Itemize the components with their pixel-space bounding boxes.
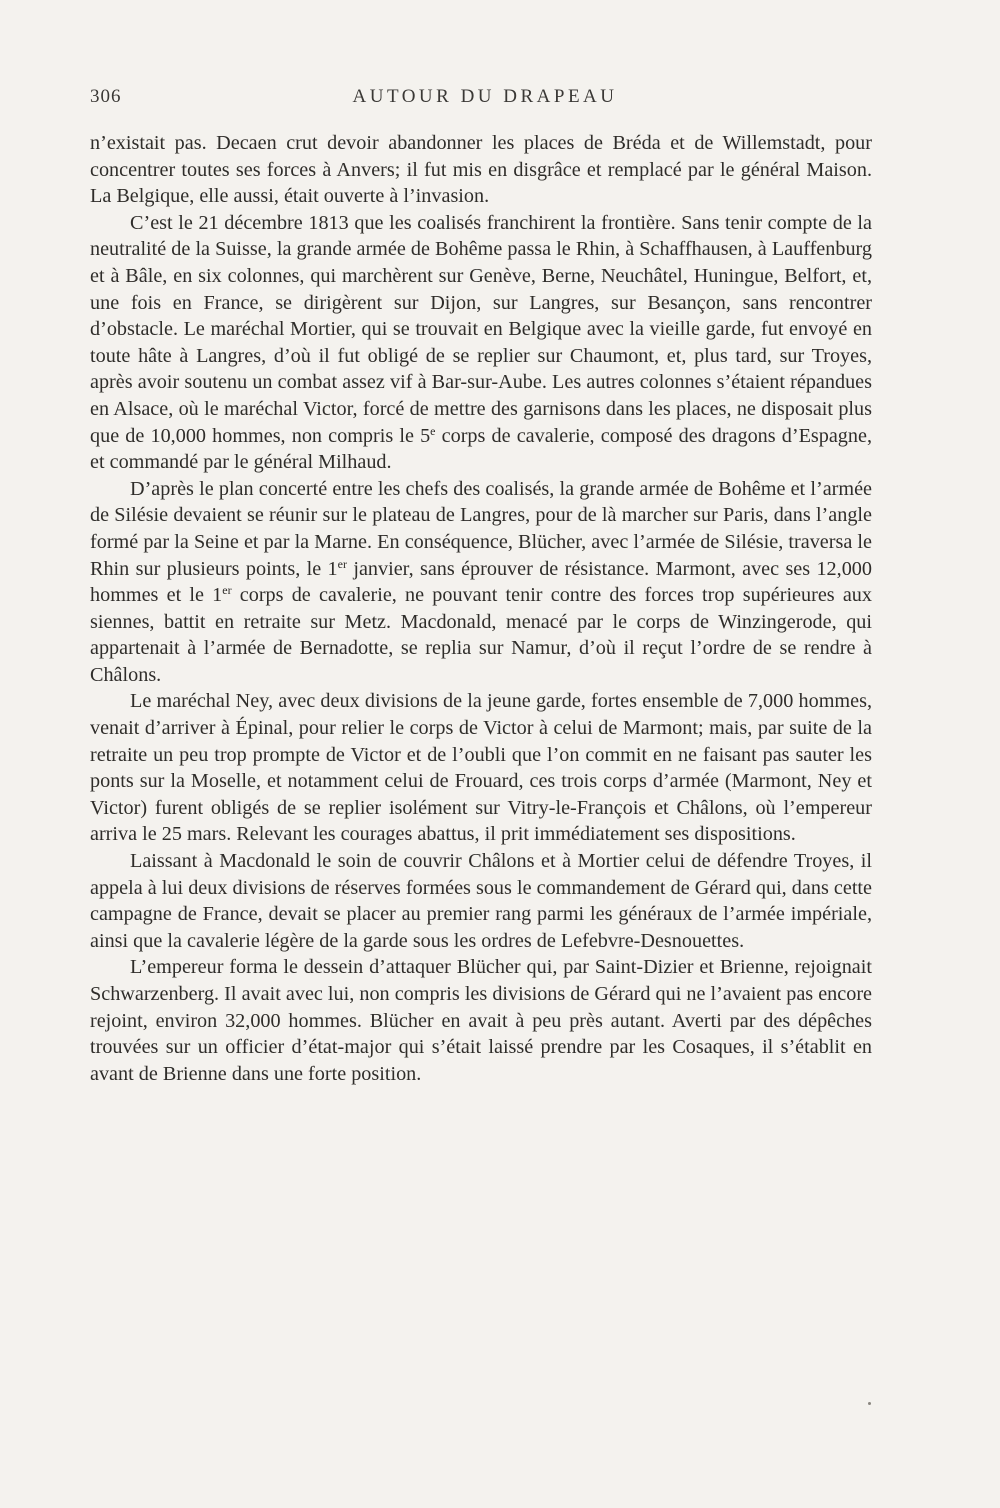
paragraph-text: corps de cavalerie, composé des dragons d’Espagne, et commandé par le général Milhaud.	[90, 424, 873, 474]
paragraph-text: L’empereur forma le dessein d’attaquer Blücher qui, par Saint-Dizier et Brienne, rejoignait Schwarzenberg. Il avait avec lui, non compris les divisions de Gérard qui ne l’avaient pas encore rejoint, environ 32,000 hommes. Blücher en avait à peu près autant. Averti par des dépêches trouvées sur un officier d’état-major qui s’était laissé prendre par les Cosaques, il s’établit en avant de Brienne dans une forte position.	[90, 956, 872, 1085]
paragraph-text: janvier, sans éprouver de résistance. Marmont, avec ses 12,000 hommes et le 1	[90, 557, 872, 607]
body-text	[90, 130, 872, 1087]
paragraph	[90, 848, 872, 954]
paragraph-text: n’existait pas. Decaen crut devoir abandonner les places de Bréda et de Willemstadt, pour concentrer toutes ses forces à Anvers; il fut mis en disgrâce et remplacé par le général Maison. La Belgique, elle aussi, était ouverte à l’invasion.	[90, 132, 872, 208]
paragraph-text: D’après le plan concerté entre les chefs des coalisés, la grande armée de Bohême et l’armée de Silésie devaient se réunir sur le plateau de Langres, pour de là marcher sur Paris, dans l’angle formé par la Seine et par la Marne. En conséquence, Blücher, avec l’armée de Silésie, traversa le Rhin sur plusieurs points, le 1	[90, 477, 872, 580]
ordinal-superscript: er	[222, 583, 232, 598]
page-number: 306	[90, 86, 122, 107]
paragraph-text: C’est le 21 décembre 1813 que les coalisés franchirent la frontière. Sans tenir compte de la neutralité de la Suisse, la grande armée de Bohême passa le Rhin, à Schaffhausen, à Lauffenburg et à Bâle, en six colonnes, qui marchèrent sur Genève, Berne, Neuchâtel, Huningue, Belfort, et, une fois en France, se dirigèrent sur Dijon, sur Langres, sur Besançon, sans rencontrer d’obstacle. Le maréchal Mortier, qui se trouvait en Belgique avec la vieille garde, fut envoyé en toute hâte à Langres, d’où il fut obligé de se replier sur Chaumont, et, plus tard, sur Troyes, après avoir soutenu un combat assez vif à Bar-sur-Aube. Les autres colonnes s’étaient répandues en Alsace, où le maréchal Victor, forcé de mettre des garnisons dans les places, ne disposait plus que de 10,000 hommes, non compris le 5	[90, 211, 872, 447]
page-header	[90, 86, 880, 116]
paragraph-text: corps de cavalerie, ne pouvant tenir contre des forces trop supérieures aux siennes, battit en retraite sur Metz. Macdonald, menacé par le corps de Winzingerode, qui appartenait à l’armée de Bernadotte, se replia sur Namur, d’où il reçut l’ordre de se rendre à Châlons.	[90, 584, 872, 686]
paragraph	[90, 210, 872, 476]
paragraph	[90, 688, 872, 848]
paragraph-text: Laissant à Macdonald le soin de couvrir Châlons et à Mortier celui de défendre Troyes, il appela à lui deux divisions de réserves formées sous le commandement de Gérard qui, dans cette campagne de France, devait se placer au premier rang parmi les généraux de l’armée impériale, ainsi que la cavalerie légère de la garde sous les ordres de Lefebvre-Desnouettes.	[90, 850, 872, 952]
paragraph	[90, 130, 872, 210]
ordinal-superscript: er	[337, 556, 347, 571]
running-title: AUTOUR DU DRAPEAU	[352, 86, 618, 107]
paragraph	[90, 476, 872, 689]
ordinal-superscript: e	[430, 423, 436, 438]
paragraph-text: Le maréchal Ney, avec deux divisions de la jeune garde, fortes ensemble de 7,000 hommes, venait d’arriver à Épinal, pour relier le corps de Victor à celui de Marmont; mais, par suite de la retraite un peu trop prompte de Victor et de l’oubli que l’on commit en ne faisant pas sauter les ponts sur la Moselle, et notamment celui de Frouard, ces trois corps d’armée (Marmont, Ney et Victor) furent obligés de se replier isolément sur Vitry-le-François et Châlons, où l’empereur arriva le 25 mars. Relevant les courages abattus, il prit immédiatement ses dispositions.	[90, 690, 872, 846]
paragraph	[90, 954, 872, 1087]
paper-speck	[868, 1402, 871, 1405]
